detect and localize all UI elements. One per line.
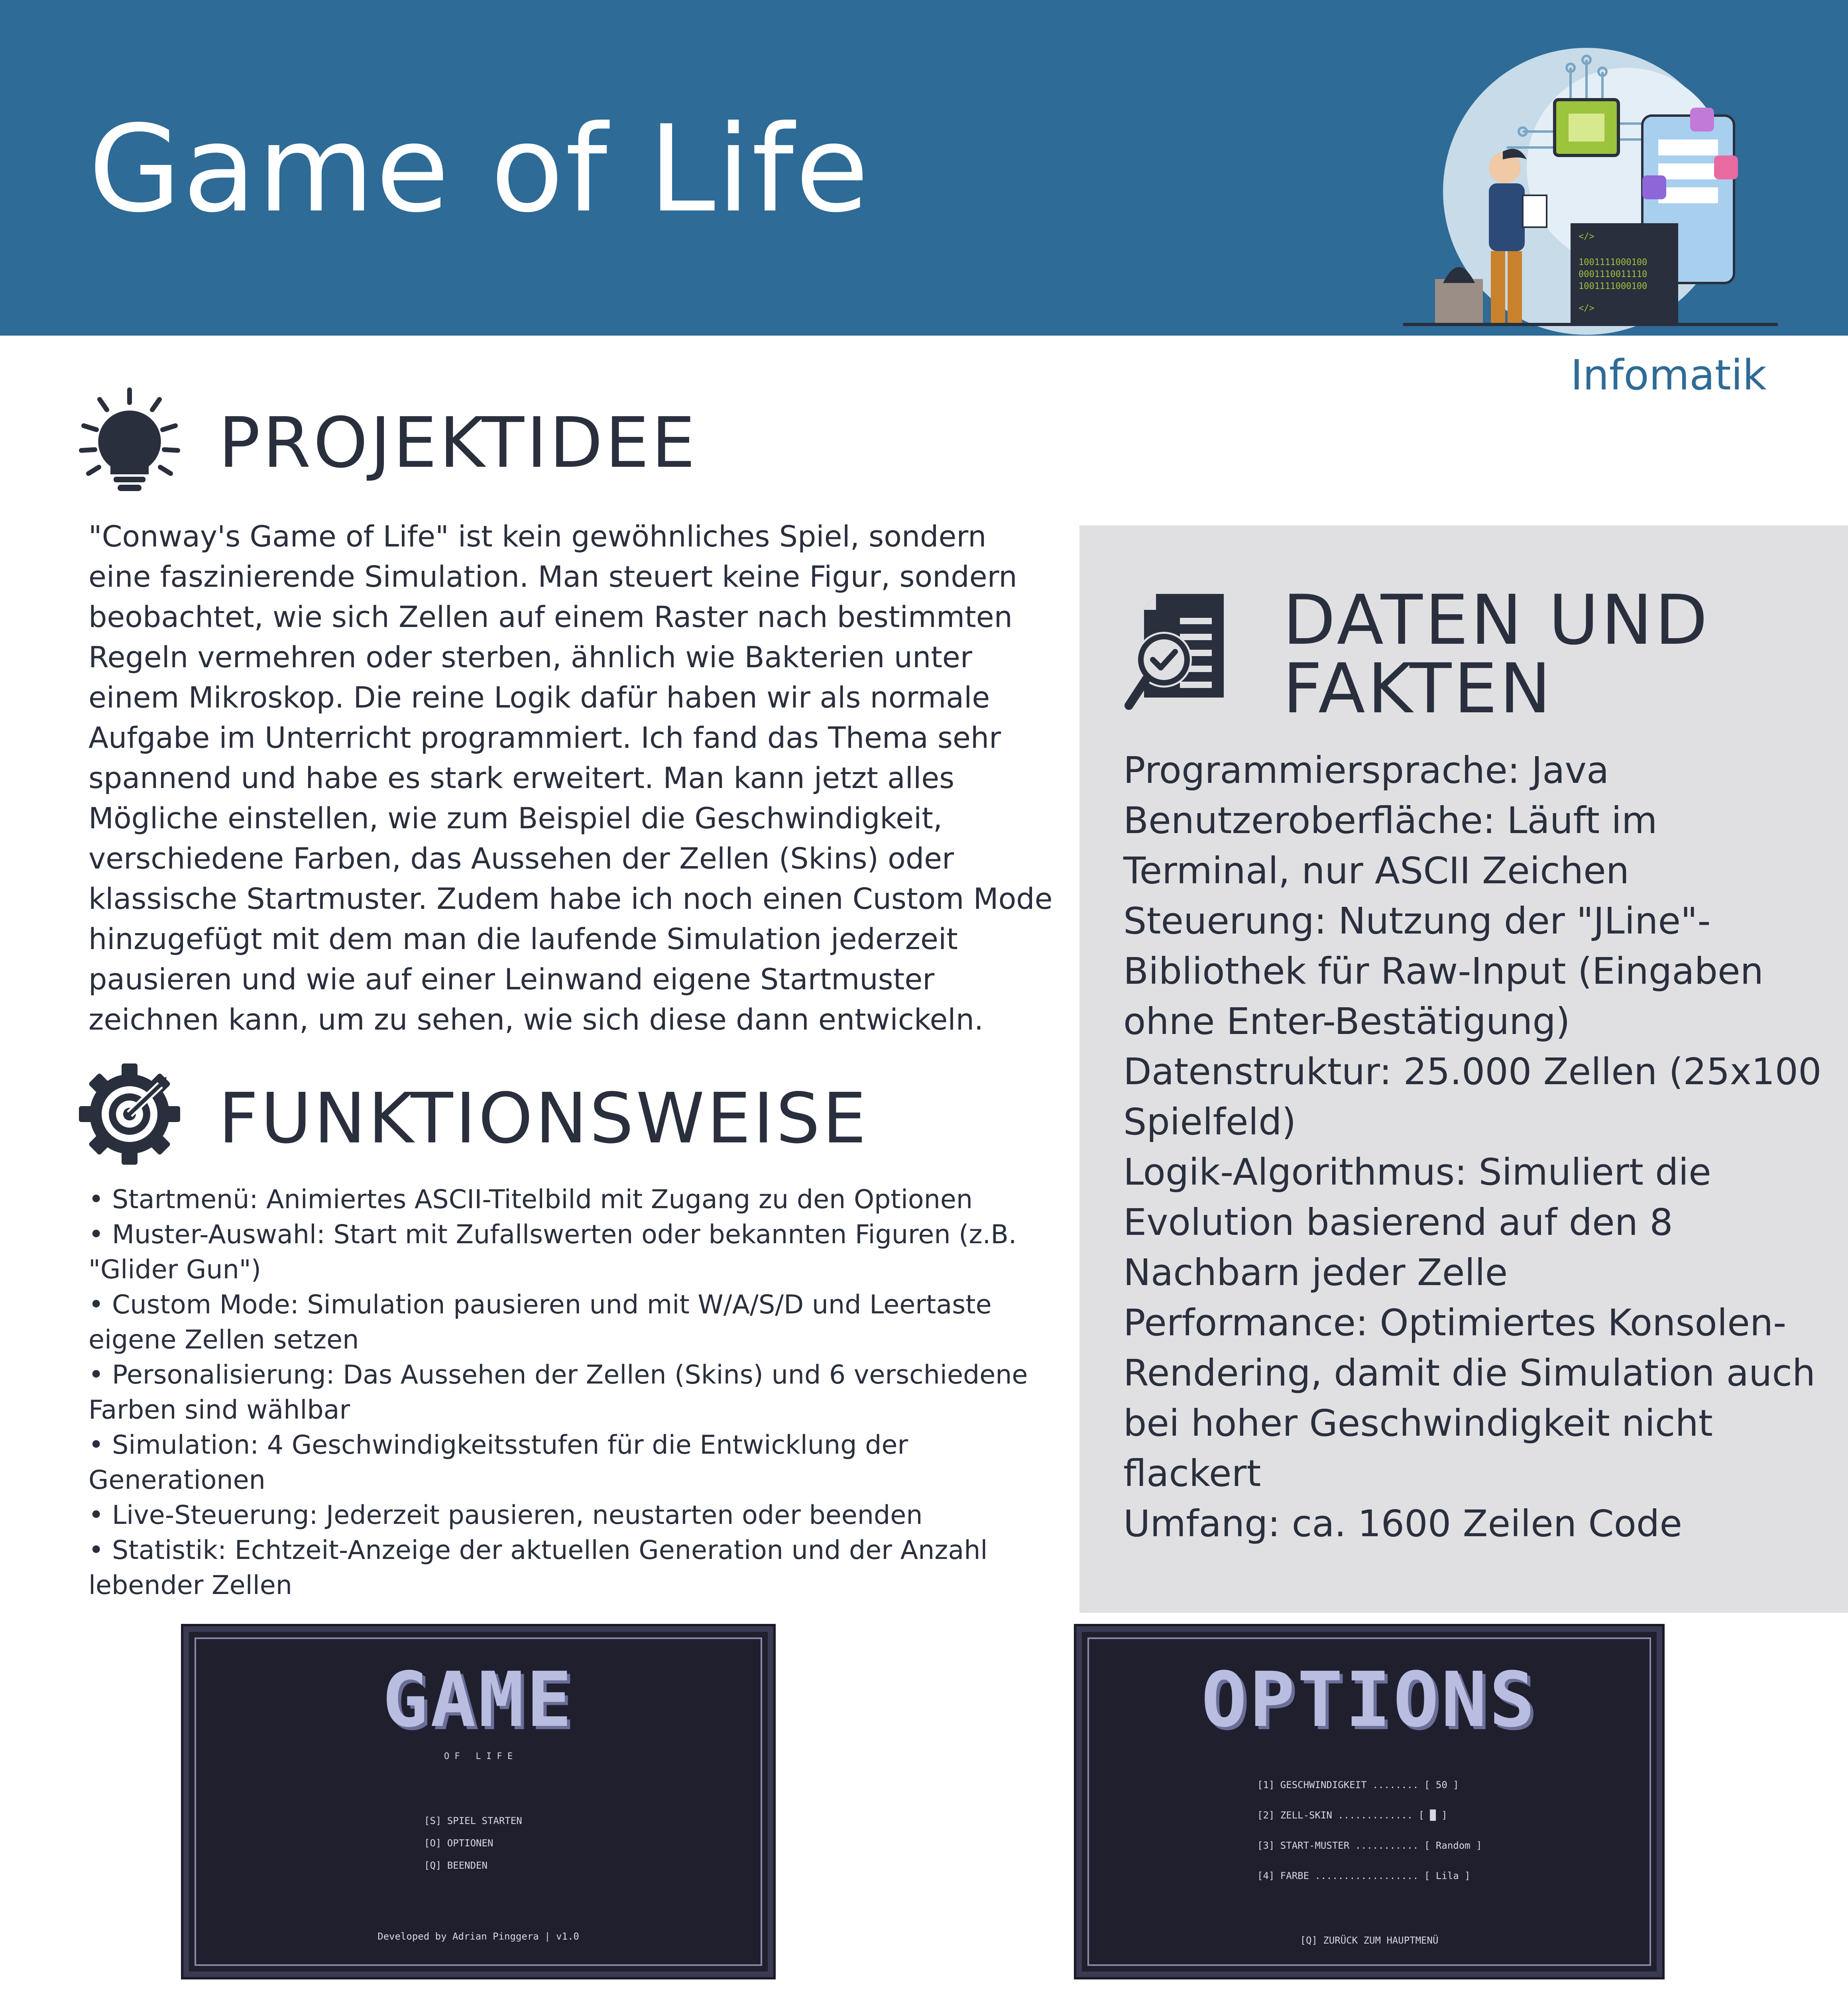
- facts-list: [1123, 745, 1833, 1549]
- list-item: Benutzeroberfläche: Läuft im Terminal, nur ASCII Zeichen: [1123, 799, 1657, 892]
- projektidee-heading: PROJEKTIDEE: [218, 403, 698, 484]
- list-item: • Statistik: Echtzeit-Anzeige der aktuellen Generation und der Anzahl lebender Zellen: [88, 1535, 988, 1600]
- facts-heading-line2: FAKTEN: [1283, 649, 1553, 729]
- subject-label: Infomatik: [1571, 351, 1767, 399]
- list-item: • Startmenü: Animiertes ASCII-Titelbild mit Zugang zu den Optionen: [88, 1185, 973, 1215]
- programmer-illustration-icon: [1403, 36, 1778, 339]
- projektidee-text: "Conway's Game of Life" ist kein gewöhnliches Spiel, sondern eine faszinierende Simulation. Man steuert keine Figur, sondern beobachtet, wie sich Zellen auf einem Raster nach bestimmten Regeln vermehren oder sterben, ähnlich wie Bakterien unter einem Mikroskop. Die reine Logik dafür haben wir als normale Aufgabe im Unterricht programmiert. Ich fand das Thema sehr spannend und habe es stark erweitert. Man kann jetzt alles Mögliche einstellen, wie zum Beispiel die Geschwindigkeit, verschiedene Farben, das Aussehen der Zellen (Skins) oder klassische Startmuster. Zudem habe ich noch einen Custom Mode hinzugefügt mit dem man die laufende Simulation jederzeit pausieren und wie auf einer Leinwand eigene Startmuster zeichnen kann, um zu sehen, wie sich diese dann entwickeln.: [88, 520, 1053, 1037]
- menu-subtitle: O F L I F E: [444, 1751, 513, 1761]
- svg-text:0001110011110: 0001110011110: [1579, 269, 1647, 279]
- menu-ascii-title: GAME: [382, 1656, 574, 1744]
- page-title: Game of Life: [88, 100, 871, 239]
- list-item: • Simulation: 4 Geschwindigkeitsstufen für die Entwicklung der Generationen: [88, 1430, 908, 1495]
- list-item: • Muster-Auswahl: Start mit Zufallswerten oder bekannten Figuren (z.B. "Glider Gun"): [88, 1220, 1017, 1285]
- menu-item-quit: [Q] BEENDEN: [424, 1860, 488, 1871]
- svg-text:</>: </>: [1579, 303, 1594, 313]
- gear-target-icon: [76, 1060, 183, 1168]
- list-item: Steuerung: Nutzung der "JLine"-Bibliothek für Raw-Input (Eingaben ohne Enter-Bestätigung): [1123, 900, 1763, 1043]
- svg-text:1001111000100: 1001111000100: [1579, 257, 1647, 267]
- document-search-icon: [1124, 590, 1248, 713]
- funktionsweise-heading: FUNKTIONSWEISE: [218, 1078, 869, 1159]
- list-item: • Live-Steuerung: Jederzeit pausieren, neustarten oder beenden: [88, 1500, 923, 1530]
- list-item: Datenstruktur: 25.000 Zellen (25x100 Spielfeld): [1123, 1050, 1822, 1143]
- list-item: Performance: Optimiertes Konsolen-Rendering, damit die Simulation auch bei hoher Geschwindigkeit nicht flackert: [1123, 1301, 1816, 1495]
- facts-heading: [1283, 580, 1841, 729]
- options-ascii-title: OPTIONS: [1201, 1656, 1537, 1744]
- list-item: • Personalisierung: Das Aussehen der Zellen (Skins) und 6 verschiedene Farben sind wählbar: [88, 1360, 1028, 1425]
- list-item: Logik-Algorithmus: Simuliert die Evolution basierend auf den 8 Nachbarn jeder Zelle: [1123, 1151, 1711, 1294]
- menu-item-options: [O] OPTIONEN: [424, 1838, 493, 1849]
- menu-screenshot: [183, 1626, 773, 1977]
- options-back: [Q] ZURÜCK ZUM HAUPTMENÜ: [1300, 1935, 1439, 1946]
- option-color: [4] FARBE .................. [ Lila ]: [1257, 1870, 1471, 1881]
- lightbulb-icon: [76, 387, 183, 494]
- list-item: • Custom Mode: Simulation pausieren und mit W/A/S/D und Leertaste eigene Zellen setzen: [88, 1290, 992, 1355]
- list-item: Umfang: ca. 1600 Zeilen Code: [1123, 1502, 1682, 1545]
- options-screenshot: [1076, 1626, 1662, 1977]
- facts-heading-line1: DATEN UND: [1283, 580, 1710, 660]
- funktionsweise-list: [88, 1182, 1065, 1603]
- option-speed: [1] GESCHWINDIGKEIT ........ [ 50 ]: [1257, 1779, 1459, 1791]
- svg-text:</>: </>: [1579, 232, 1594, 242]
- option-skin: [2] ZELL-SKIN ............. [ █ ]: [1257, 1810, 1447, 1821]
- list-item: Programmiersprache: Java: [1123, 749, 1609, 792]
- menu-footer: Developed by Adrian Pinggera | v1.0: [377, 1931, 579, 1942]
- svg-text:1001111000100: 1001111000100: [1579, 281, 1647, 291]
- menu-item-start: [S] SPIEL STARTEN: [424, 1815, 522, 1826]
- option-pattern: [3] START-MUSTER ........... [ Random ]: [1257, 1840, 1482, 1851]
